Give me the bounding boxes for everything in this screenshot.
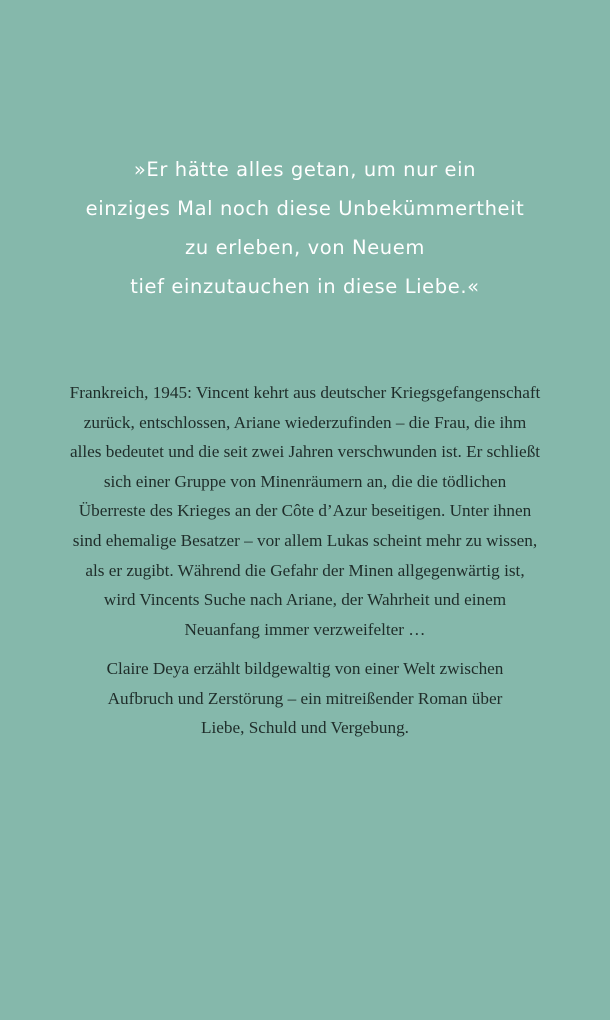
- blurb-line: Frankreich, 1945: Vincent kehrt aus deutscher Kriegsgefangenschaft: [69, 383, 541, 402]
- blurb-line: als er zugibt. Während die Gefahr der Minen allgegenwärtig ist,: [85, 560, 525, 580]
- pull-quote: [0, 150, 610, 306]
- quote-line: einziges Mal noch diese Unbekümmertheit: [85, 197, 525, 220]
- blurb-line: sind ehemalige Besatzer – vor allem Lukas scheint mehr zu wissen,: [72, 530, 538, 550]
- blurb-line: zurück, entschlossen, Ariane wiederzufinden – die Frau, die ihm: [83, 412, 527, 432]
- quote-line: »Er hätte alles getan, um nur ein: [133, 158, 477, 181]
- blurb-line: Aufbruch und Zerstörung – ein mitreißender Roman über: [107, 688, 503, 708]
- blurb-line: wird Vincents Suche nach Ariane, der Wahrheit und einem: [103, 590, 507, 610]
- blurb-paragraph-synopsis: [0, 378, 610, 644]
- quote-line: zu erleben, von Neuem: [185, 236, 425, 259]
- blurb-line: sich einer Gruppe von Minenräumern an, die die tödlichen: [103, 471, 507, 491]
- quote-line: tief einzutauchen in diese Liebe.«: [130, 275, 480, 298]
- blurb-line: Überreste des Krieges an der Côte d’Azur beseitigen. Unter ihnen: [78, 501, 532, 521]
- blurb-line: alles bedeutet und die seit zwei Jahren verschwunden ist. Er schließt: [69, 442, 541, 462]
- blurb-line: Claire Deya erzählt bildgewaltig von einer Welt zwischen: [106, 659, 504, 678]
- blurb-line: Neuanfang immer verzweifelter …: [184, 619, 426, 639]
- blurb-line: Liebe, Schuld und Vergebung.: [201, 718, 409, 738]
- blurb-paragraph-summary: [0, 654, 610, 743]
